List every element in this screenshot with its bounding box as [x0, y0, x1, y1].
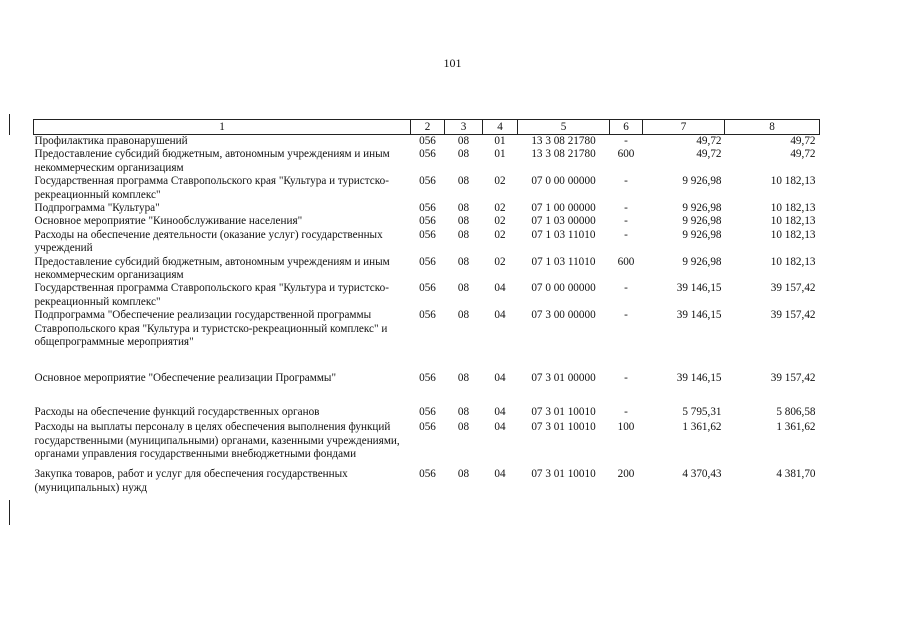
row-col6: -: [624, 175, 628, 188]
row-name: Предоставление субсидий бюджетным, автономным учреждениям и иным некоммерческим организациям: [34, 255, 390, 282]
row-name: Основное мероприятие "Кинообслуживание населения": [34, 215, 303, 228]
row-col3: 08: [457, 468, 470, 481]
row-col6: -: [624, 202, 628, 215]
row-col8: 10 182,13: [770, 215, 816, 228]
row-col8: 39 157,42: [770, 282, 816, 295]
row-col3: 08: [457, 255, 470, 268]
column-header: 6: [610, 120, 643, 135]
row-col5: 07 3 01 10010: [531, 468, 596, 481]
row-col2: 056: [419, 228, 436, 241]
row-col8: 4 381,70: [776, 468, 816, 481]
row-col8: 39 157,42: [770, 309, 816, 322]
row-col2: 056: [419, 255, 436, 268]
row-col5: 13 3 08 21780: [531, 148, 596, 161]
row-col8: 1 361,62: [776, 421, 816, 434]
row-name: Государственная программа Ставропольского края "Культура и туристско-рекреационный комплекс": [34, 282, 389, 308]
row-col2: 056: [419, 282, 436, 295]
row-col2: 056: [419, 148, 436, 161]
row-col2: 056: [419, 135, 436, 147]
column-header: 3: [445, 120, 483, 135]
column-header: 5: [518, 120, 610, 135]
margin-mark-bottom: [9, 500, 10, 525]
row-col5: 07 0 00 00000: [531, 175, 596, 188]
column-header: 4: [483, 120, 518, 135]
row-col6: -: [624, 406, 628, 419]
row-col5: 07 3 01 10010: [531, 421, 596, 434]
row-col8: 39 157,42: [770, 372, 816, 385]
column-header: 2: [411, 120, 445, 135]
table-row: [34, 175, 820, 202]
row-col7: 9 926,98: [682, 215, 722, 228]
row-col7: 39 146,15: [676, 282, 722, 295]
row-col4: 04: [494, 421, 506, 434]
row-name: Закупка товаров, работ и услуг для обеспечения государственных (муниципальных) нужд: [34, 468, 348, 494]
row-col3: 08: [457, 372, 470, 385]
table-row: [34, 468, 820, 498]
row-col5: 07 0 00 00000: [531, 282, 596, 295]
table-row: [34, 135, 820, 149]
table-row: [34, 215, 820, 228]
row-name: Подпрограмма "Культура": [34, 202, 160, 215]
table-row: [34, 309, 820, 372]
table-row: [34, 256, 820, 283]
row-col5: 07 1 03 11010: [531, 255, 596, 268]
table-row: [34, 421, 820, 468]
row-col7: 9 926,98: [682, 175, 722, 188]
row-col7: 9 926,98: [682, 228, 722, 241]
row-col3: 08: [457, 175, 470, 188]
row-col4: 04: [494, 406, 506, 419]
row-name: Подпрограмма "Обеспечение реализации государственной программы Ставропольского края "Культура и туристско-рекреационный комплекс" и общепрограммные мероприятия": [34, 309, 388, 349]
row-col2: 056: [419, 406, 436, 419]
row-col6: 600: [617, 148, 635, 161]
row-col7: 49,72: [696, 148, 722, 161]
row-col8: 10 182,13: [770, 255, 816, 268]
row-col4: 04: [494, 282, 506, 295]
row-col8: 49,72: [790, 135, 816, 147]
row-col7: 1 361,62: [682, 421, 722, 434]
row-col7: 5 795,31: [682, 406, 722, 419]
row-col3: 08: [457, 282, 470, 295]
row-col2: 056: [419, 468, 436, 481]
budget-table: [33, 119, 820, 498]
row-col4: 04: [494, 468, 506, 481]
row-col7: 39 146,15: [676, 309, 722, 322]
row-col5: 07 3 01 10010: [531, 406, 596, 419]
table-row: [34, 282, 820, 309]
row-col7: 9 926,98: [682, 202, 722, 215]
row-col4: 01: [494, 135, 506, 147]
table-row: [34, 406, 820, 421]
table-header-row: [34, 120, 820, 135]
row-col6: -: [624, 228, 628, 241]
row-col6: 200: [617, 468, 635, 481]
row-col3: 08: [457, 148, 470, 161]
row-col3: 08: [457, 228, 470, 241]
row-col6: -: [624, 309, 628, 322]
row-col7: 9 926,98: [682, 255, 722, 268]
row-col7: 39 146,15: [676, 372, 722, 385]
row-col3: 08: [457, 135, 470, 147]
row-col2: 056: [419, 202, 436, 215]
row-col2: 056: [419, 421, 436, 434]
row-col8: 10 182,13: [770, 175, 816, 188]
row-col4: 02: [494, 228, 506, 241]
column-header: 1: [34, 120, 411, 135]
row-col6: -: [624, 282, 628, 295]
row-col2: 056: [419, 372, 436, 385]
row-name: Государственная программа Ставропольского края "Культура и туристско-рекреационный комплекс": [34, 175, 389, 201]
row-name: Профилактика правонарушений: [34, 135, 188, 147]
row-name: Расходы на обеспечение деятельности (оказание услуг) государственных учреждений: [34, 228, 383, 255]
page-number: 101: [443, 56, 462, 70]
table-row: [34, 372, 820, 406]
row-col3: 08: [457, 406, 470, 419]
row-col4: 02: [494, 215, 506, 228]
row-name: Расходы на выплаты персоналу в целях обеспечения выполнения функций государственными (муниципальными) органами, казенными учреждениями, органами управления государственными внебюджетными фондами: [34, 421, 400, 461]
margin-mark-top: [9, 114, 10, 135]
row-col4: 02: [494, 175, 506, 188]
row-col3: 08: [457, 309, 470, 322]
row-col6: 600: [617, 255, 635, 268]
row-col5: 07 1 03 11010: [531, 228, 596, 241]
row-col6: -: [624, 215, 628, 228]
column-header: 7: [643, 120, 725, 135]
row-name: Расходы на обеспечение функций государственных органов: [34, 406, 320, 419]
table-row: [34, 229, 820, 256]
row-name: Основное мероприятие "Обеспечение реализации Программы": [34, 372, 337, 385]
row-col2: 056: [419, 175, 436, 188]
row-col7: 49,72: [696, 135, 722, 147]
row-col4: 04: [494, 372, 506, 385]
column-header: 8: [725, 120, 820, 135]
row-col4: 02: [494, 202, 506, 215]
row-col4: 01: [494, 148, 506, 161]
row-col8: 5 806,58: [776, 406, 816, 419]
row-col8: 10 182,13: [770, 228, 816, 241]
row-col2: 056: [419, 215, 436, 228]
table-row: [34, 148, 820, 175]
row-col3: 08: [457, 215, 470, 228]
row-col6: -: [624, 372, 628, 385]
row-col6: -: [624, 135, 628, 147]
row-name: Предоставление субсидий бюджетным, автономным учреждениям и иным некоммерческим организациям: [34, 148, 390, 174]
row-col2: 056: [419, 309, 436, 322]
row-col5: 07 1 03 00000: [531, 215, 596, 228]
row-col8: 10 182,13: [770, 202, 816, 215]
row-col5: 07 3 00 00000: [531, 309, 596, 322]
row-col5: 13 3 08 21780: [531, 135, 596, 147]
table-row: [34, 202, 820, 215]
row-col3: 08: [457, 421, 470, 434]
row-col3: 08: [457, 202, 470, 215]
row-col4: 04: [494, 309, 506, 322]
row-col5: 07 1 00 00000: [531, 202, 596, 215]
row-col6: 100: [617, 421, 635, 434]
row-col7: 4 370,43: [682, 468, 722, 481]
row-col4: 02: [494, 255, 506, 268]
row-col5: 07 3 01 00000: [531, 372, 596, 385]
row-col8: 49,72: [790, 148, 816, 161]
